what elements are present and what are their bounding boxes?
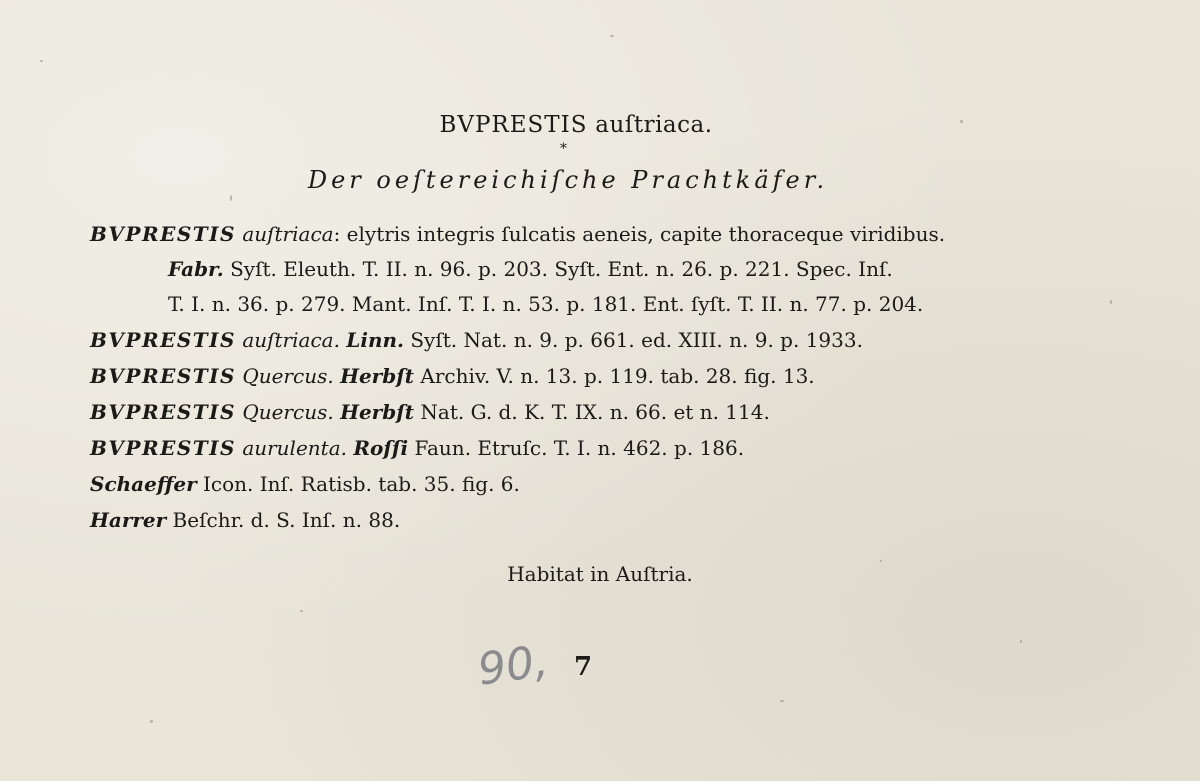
synonym-reference: Nat. G. d. K. T. IX. n. 66. et n. 114. xyxy=(414,400,770,424)
habitat-line: Habitat in Auſtria. xyxy=(507,562,693,586)
synonym-line xyxy=(90,222,1050,246)
synonym-line xyxy=(168,257,1128,281)
title-genus: BVPRESTIS xyxy=(439,112,588,138)
title-species: auſtriaca. xyxy=(595,112,713,138)
pencil-annotation: 90, xyxy=(474,635,552,696)
synonym-species: Quercus. xyxy=(242,364,334,388)
german-common-name: Der oeſtereichiſche Prachtkäfer. xyxy=(307,166,829,194)
synonym-author: Fabr. xyxy=(168,257,224,281)
synonym-species: auſtriaca. xyxy=(242,328,340,352)
synonym-reference: Icon. Inſ. Ratisb. tab. 35. fig. 6. xyxy=(196,472,520,496)
asterisk-mark: * xyxy=(560,141,567,157)
synonym-author: Herbſt xyxy=(340,364,415,388)
synonym-line xyxy=(90,400,1050,424)
synonym-genus: BVPRESTIS xyxy=(90,222,236,246)
synonym-author: Schaeffer xyxy=(90,472,197,496)
synonym-species: aurulenta. xyxy=(242,436,347,460)
synonym-reference: Syſt. Nat. n. 9. p. 661. ed. XIII. n. 9. p. 1933. xyxy=(404,328,863,352)
synonym-reference: Beſchr. d. S. Inſ. n. 88. xyxy=(166,508,401,532)
synonym-line xyxy=(90,508,1050,532)
species-title xyxy=(0,112,1152,138)
synonym-species: Quercus. xyxy=(242,400,334,424)
synonym-author: Harrer xyxy=(90,508,167,532)
synonym-author: Linn. xyxy=(346,328,404,352)
synonym-genus: BVPRESTIS xyxy=(90,328,236,352)
synonym-genus: BVPRESTIS xyxy=(90,436,236,460)
synonym-genus: BVPRESTIS xyxy=(90,364,236,388)
synonym-reference: Archiv. V. n. 13. p. 119. tab. 28. fig. 13. xyxy=(414,364,815,388)
synonym-line xyxy=(90,436,1050,460)
synonym-author: Herbſt xyxy=(340,400,415,424)
synonym-reference: Faun. Etruſc. T. I. n. 462. p. 186. xyxy=(408,436,745,460)
synonym-species: auſtriaca xyxy=(242,222,334,246)
synonym-line xyxy=(90,364,1050,388)
synonym-reference: : elytris integris ſulcatis aeneis, capite thoraceque viridibus. xyxy=(333,222,946,246)
synonym-genus: BVPRESTIS xyxy=(90,400,236,424)
synonym-line xyxy=(168,292,1128,316)
synonym-reference: Syſt. Eleuth. T. II. n. 96. p. 203. Syſt. Ent. n. 26. p. 221. Spec. Inſ. xyxy=(223,257,893,281)
page-number: 7 xyxy=(574,652,593,682)
synonym-line xyxy=(90,328,1050,352)
synonym-line xyxy=(90,472,1050,496)
synonym-reference: T. I. n. 36. p. 279. Mant. Inſ. T. I. n. 53. p. 181. Ent. ſyſt. T. II. n. 77. p. 204. xyxy=(168,292,924,316)
synonym-author: Roſſi xyxy=(353,436,409,460)
